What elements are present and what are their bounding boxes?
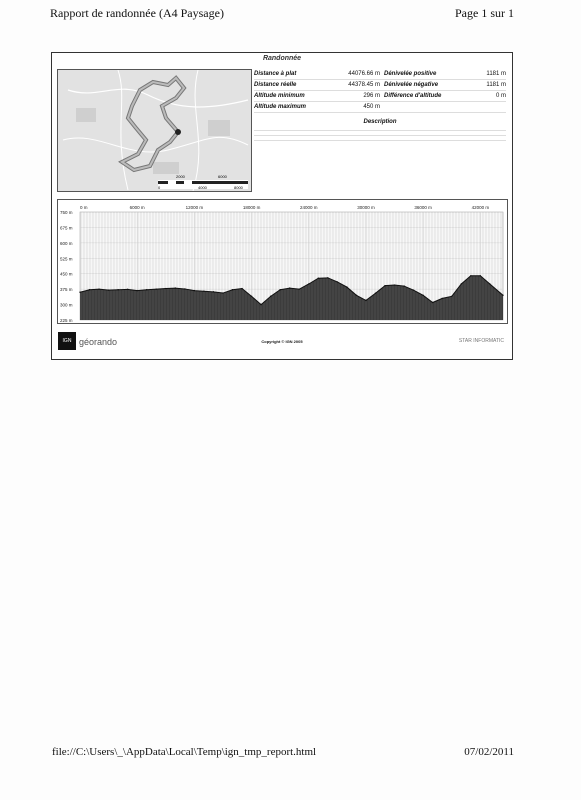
y-tick-label: 375 m [60, 287, 73, 293]
elevation-point [146, 289, 147, 290]
divider [254, 112, 506, 113]
print-page-number: Page 1 sur 1 [455, 6, 514, 20]
elevation-point [337, 281, 338, 282]
elevation-point [203, 291, 204, 292]
elevation-profile [57, 199, 508, 324]
elevation-point [413, 289, 414, 290]
x-tick-label: 30000 m [357, 205, 375, 210]
elevation-point [356, 295, 357, 296]
stat-row [384, 91, 506, 101]
stat-value: 1181 m [486, 71, 506, 77]
scale-label-2000: 2000 [176, 174, 185, 179]
elevation-point [451, 296, 452, 297]
x-tick-label: 36000 m [414, 205, 432, 210]
stat-label: Dénivelée positive [384, 71, 437, 77]
elevation-point [327, 277, 328, 278]
stat-row [254, 91, 380, 101]
elevation-point [489, 283, 490, 284]
elevation-point [241, 288, 242, 289]
elevation-point [480, 275, 481, 276]
y-tick-label: 225 m [60, 318, 73, 323]
elevation-point [394, 284, 395, 285]
y-tick-label: 750 m [60, 210, 73, 215]
stat-label: Altitude maximum [254, 104, 307, 110]
scale-label-8000: 8000 [234, 185, 243, 190]
divider [254, 130, 506, 131]
y-tick-label: 300 m [60, 302, 73, 308]
stat-label: Dénivelée négative [384, 82, 439, 88]
x-tick-label: 12000 m [185, 205, 204, 210]
stat-value: 0 m [495, 93, 506, 99]
x-tick-label: 18000 m [242, 205, 261, 210]
description-label: Description [363, 119, 397, 125]
elevation-point [108, 289, 109, 290]
report-panel [51, 52, 513, 360]
stat-value: 1181 m [486, 82, 506, 88]
partner-logo: STAR INFORMATIC [458, 338, 504, 344]
divider [254, 101, 506, 102]
elevation-point [98, 288, 99, 289]
y-tick-label: 525 m [60, 256, 73, 262]
print-date: 07/02/2011 [464, 746, 514, 758]
x-tick-label: 42000 m [471, 205, 490, 210]
divider [254, 140, 506, 141]
elevation-point [165, 288, 166, 289]
report-title: Randonnée [262, 55, 302, 62]
stat-row [384, 80, 506, 90]
stat-value: 296 m [363, 93, 380, 99]
elevation-point [127, 289, 128, 290]
stat-row [254, 80, 380, 90]
stat-label: Distance à plat [254, 71, 297, 77]
elevation-point [502, 295, 503, 296]
elevation-point [470, 275, 471, 276]
stat-value: 44378.45 m [348, 82, 380, 88]
stat-value: 44076.66 m [348, 71, 380, 77]
stat-label: Différence d'altitude [384, 93, 442, 99]
elevation-point [89, 289, 90, 290]
route-map[interactable] [57, 69, 252, 192]
elevation-point [461, 283, 462, 284]
elevation-point [289, 287, 290, 288]
elevation-point [403, 285, 404, 286]
elevation-point [279, 289, 280, 290]
stat-row [254, 69, 380, 79]
divider [254, 135, 506, 136]
elevation-point [184, 288, 185, 289]
elevation-point [213, 291, 214, 292]
elevation-point [384, 285, 385, 286]
report-footer [52, 328, 512, 356]
elevation-point [375, 293, 376, 294]
y-tick-label: 675 m [60, 225, 73, 231]
print-header-title: Rapport de randonnée (A4 Paysage) [50, 6, 224, 20]
elevation-point [117, 289, 118, 290]
elevation-point [318, 278, 319, 279]
scale-label-0: 0 [158, 185, 161, 190]
elevation-point [346, 286, 347, 287]
y-tick-label: 600 m [60, 240, 73, 246]
print-file-path: file://C:\Users\_\AppData\Local\Temp\ign_tmp_report.html [52, 746, 317, 758]
copyright-text: Copyright © IGN 2005 [261, 339, 303, 344]
elevation-point [432, 302, 433, 303]
x-tick-label: 0 m [80, 205, 88, 210]
logo-text: géorando [79, 337, 118, 347]
elevation-point [136, 290, 137, 291]
elevation-point [251, 296, 252, 297]
x-tick-label: 24000 m [300, 205, 318, 210]
divider [254, 79, 506, 80]
divider [254, 90, 506, 91]
stat-value: 450 m [363, 104, 380, 110]
elevation-point [299, 288, 300, 289]
scale-label-6000: 6000 [218, 174, 227, 179]
elevation-point [442, 298, 443, 299]
elevation-point [156, 288, 157, 289]
stat-label: Distance réelle [254, 82, 297, 88]
stat-row [254, 102, 380, 112]
elevation-point [194, 290, 195, 291]
elevation-point [260, 304, 261, 305]
route-map-svg [58, 70, 251, 191]
stat-row [384, 69, 506, 79]
ign-logo-icon: IGN [58, 332, 76, 350]
elevation-point [422, 295, 423, 296]
elevation-point [222, 292, 223, 293]
x-tick-label: 6000 m [129, 205, 145, 210]
scale-label-4000: 4000 [198, 185, 207, 190]
elevation-point [270, 296, 271, 297]
elevation-point [365, 300, 366, 301]
elevation-point [79, 292, 80, 293]
start-marker [175, 129, 181, 135]
y-tick-label: 450 m [60, 271, 73, 277]
elevation-point [232, 289, 233, 290]
stat-label: Altitude minimum [254, 93, 305, 99]
elevation-profile-svg [58, 200, 507, 323]
elevation-point [175, 287, 176, 288]
elevation-point [308, 283, 309, 284]
